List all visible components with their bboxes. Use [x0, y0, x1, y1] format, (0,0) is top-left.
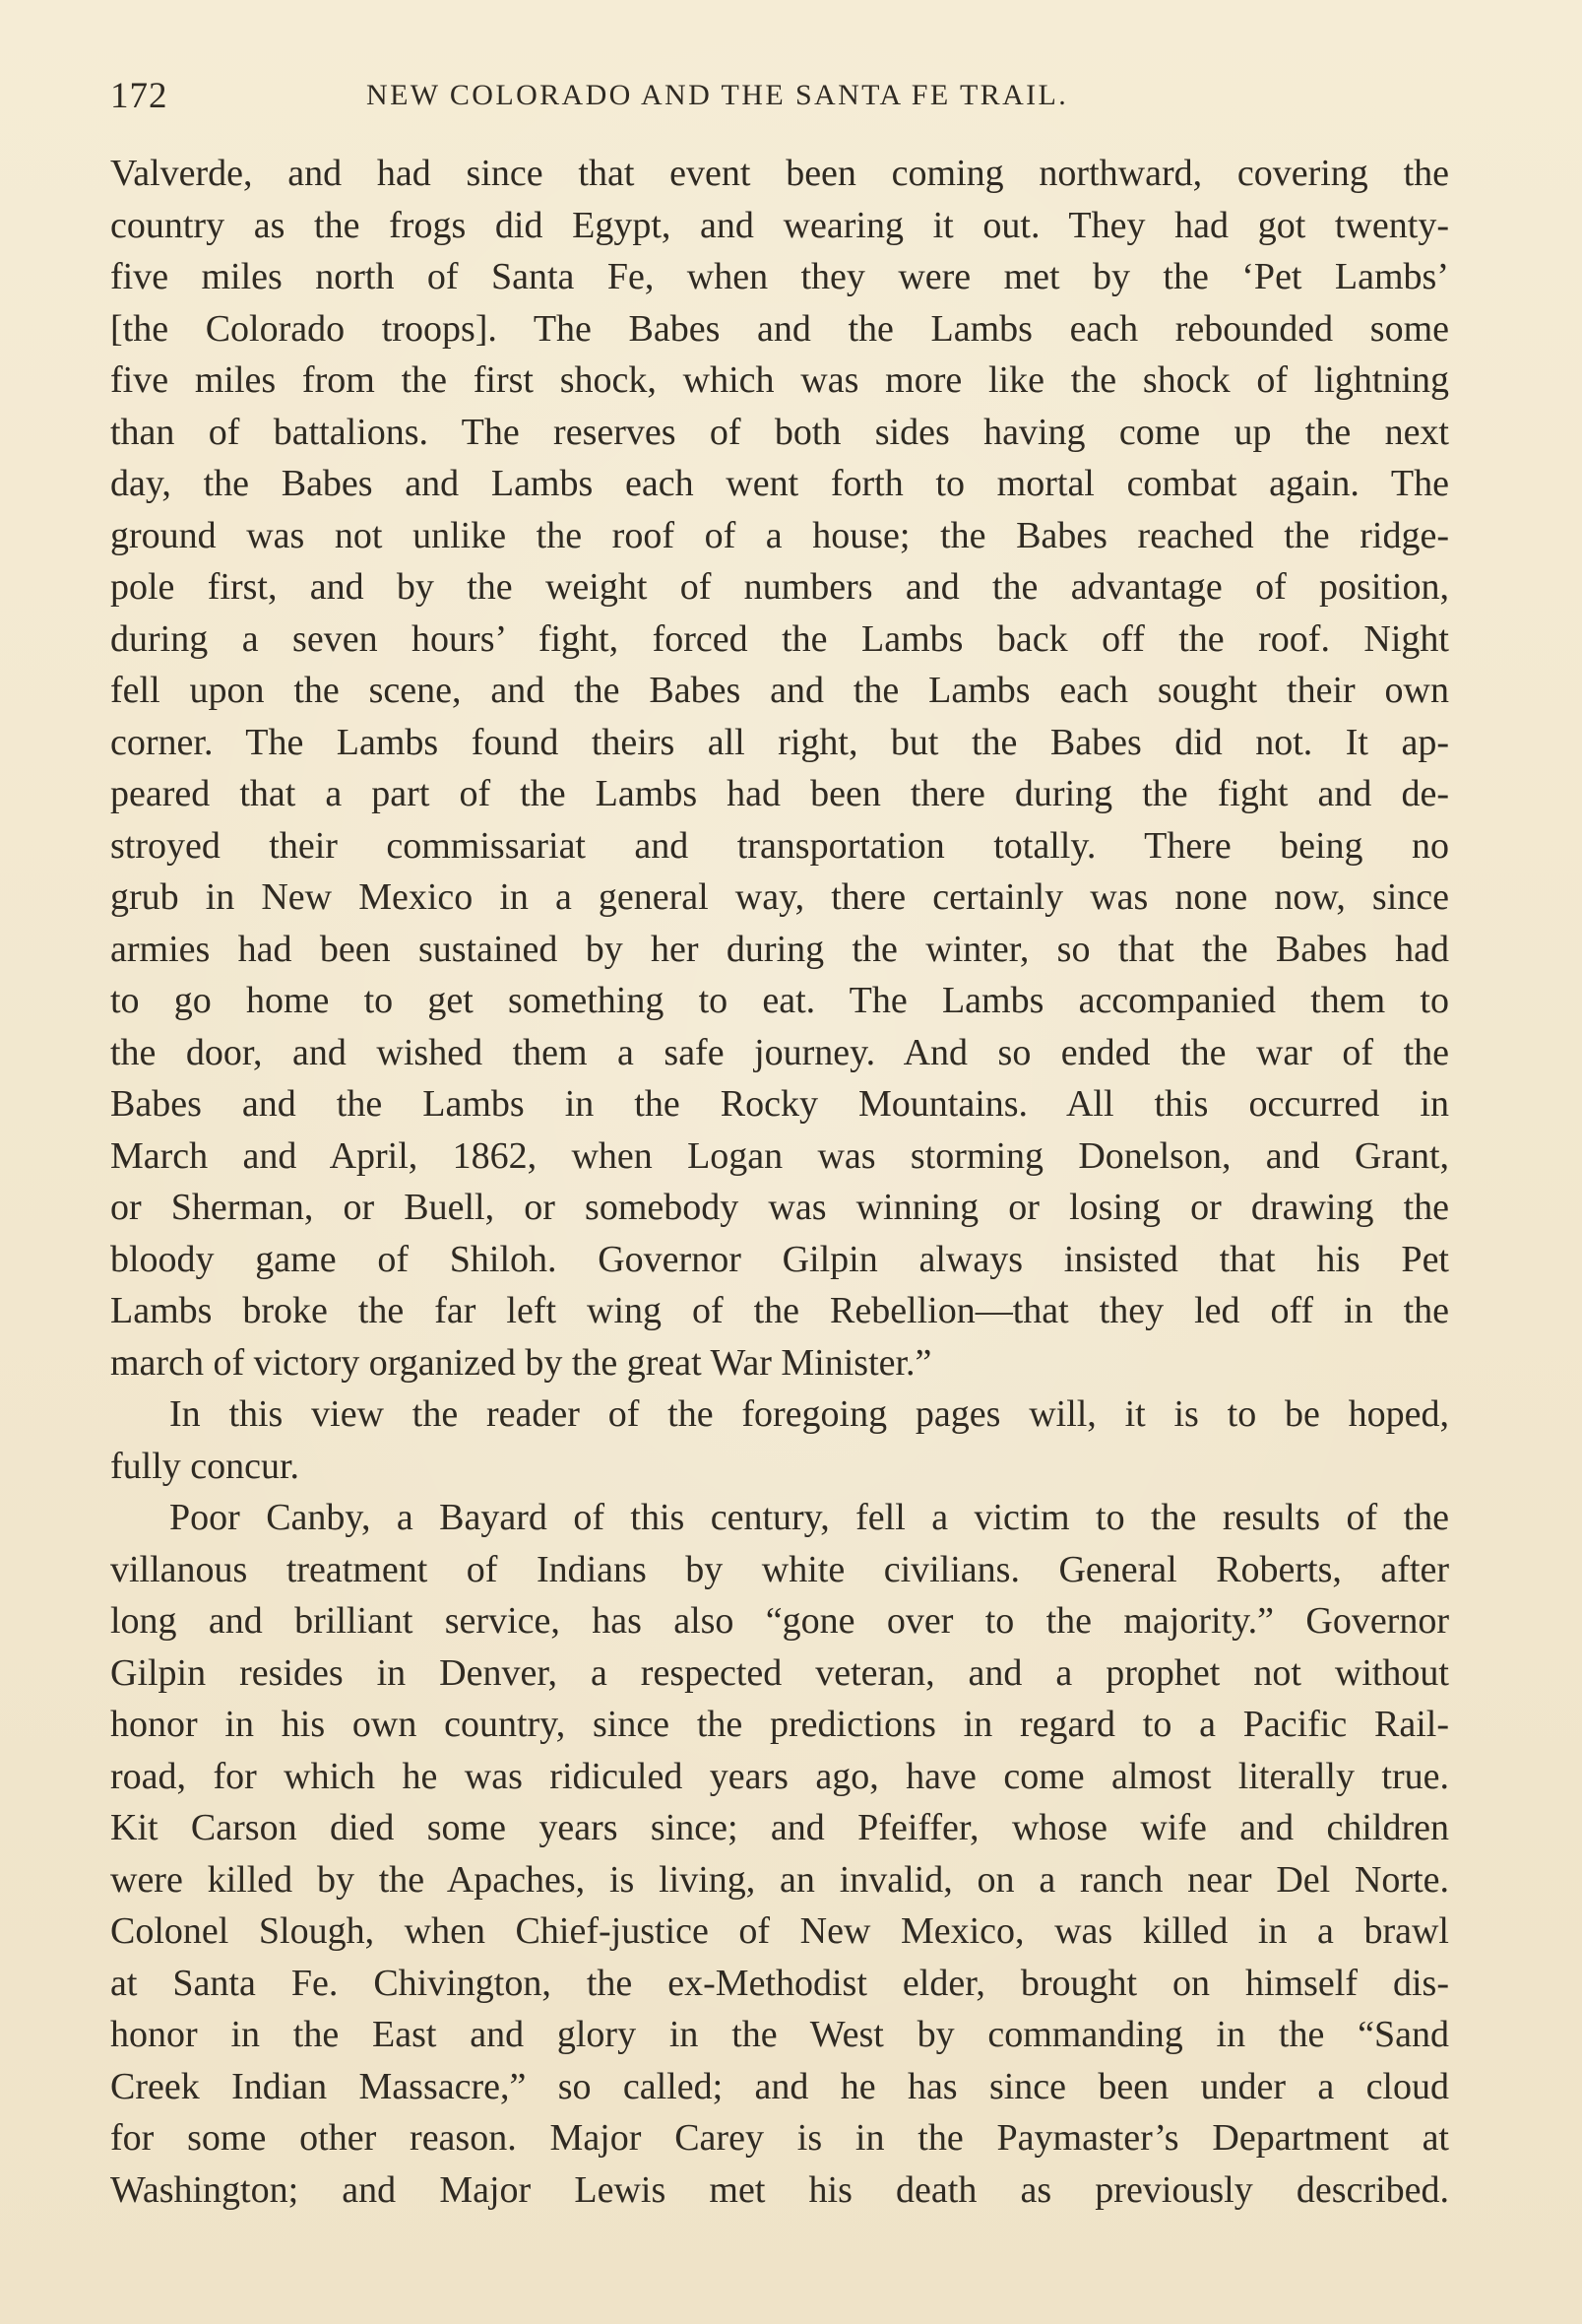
text-line: to go home to get something to eat. The Lambs accompanied them to — [110, 980, 1449, 1021]
text-line: fully concur. — [110, 1445, 300, 1487]
text-line: during a seven hours’ fight, forced the Lambs back off the roof. Night — [110, 617, 1449, 660]
text-line: honor in his own country, since the predictions in regard to a Pacific Rail- — [110, 1704, 1449, 1745]
text-line: peared that a part of the Lambs had been there during the fight and de- — [110, 773, 1449, 814]
text-line: five miles north of Santa Fe, when they were met by the ‘Pet Lambs’ — [110, 256, 1449, 297]
text-line: stroyed their commissariat and transportation totally. There being no — [110, 824, 1449, 867]
text-line: Creek Indian Massacre,” so called; and he has since been under a cloud — [110, 2065, 1449, 2107]
text-line: long and brilliant service, has also “gone over to the majority.” Governor — [110, 1600, 1449, 1642]
text-line: honor in the East and glory in the West by commanding in the “Sand — [110, 2014, 1449, 2055]
text-line: Gilpin resides in Denver, a respected veteran, and a prophet not without — [110, 1651, 1449, 1694]
text-line: march of victory organized by the great War Minister.” — [110, 1341, 932, 1384]
text-line: armies had been sustained by her during the winter, so that the Babes had — [110, 928, 1449, 970]
text-line: Babes and the Lambs in the Rocky Mountains. All this occurred in — [110, 1083, 1449, 1125]
text-line: at Santa Fe. Chivington, the ex-Methodist elder, brought on himself dis- — [110, 1962, 1449, 2004]
text-line: Poor Canby, a Bayard of this century, fell a victim to the results of the — [169, 1497, 1449, 1538]
text-line: the door, and wished them a safe journey. And so ended the war of the — [110, 1031, 1449, 1073]
text-line: road, for which he was ridiculed years ago, have come almost literally true. — [110, 1755, 1449, 1797]
text-line: Kit Carson died some years since; and Pfeiffer, whose wife and children — [110, 1807, 1449, 1848]
text-line: fell upon the scene, and the Babes and the Lambs each sought their own — [110, 670, 1449, 711]
text-line: Lambs broke the far left wing of the Rebellion—that they led off in the — [110, 1290, 1449, 1331]
text-line: pole first, and by the weight of numbers and the advantage of position, — [110, 566, 1449, 608]
text-line: March and April, 1862, when Logan was storming Donelson, and Grant, — [110, 1134, 1449, 1177]
text-line: Washington; and Major Lewis met his death as previously described. — [110, 2168, 1449, 2211]
text-line: bloody game of Shiloh. Governor Gilpin always insisted that his Pet — [110, 1238, 1449, 1280]
text-line: Valverde, and had since that event been coming northward, covering the — [110, 153, 1449, 194]
text-line: or Sherman, or Buell, or somebody was winning or losing or drawing the — [110, 1187, 1449, 1228]
text-line: five miles from the first shock, which was more like the shock of lightning — [110, 359, 1449, 401]
text-line: [the Colorado troops]. The Babes and the Lambs each rebounded some — [110, 307, 1449, 350]
text-line: In this view the reader of the foregoing pages will, it is to be hoped, — [169, 1393, 1449, 1435]
text-line: villanous treatment of Indians by white civilians. General Roberts, after — [110, 1548, 1449, 1590]
text-line: were killed by the Apaches, is living, an invalid, on a ranch near Del Norte. — [110, 1858, 1449, 1901]
text-line: ground was not unlike the roof of a house; the Babes reached the ridge- — [110, 514, 1449, 556]
page-number: 172 — [110, 76, 168, 116]
text-line: than of battalions. The reserves of both sides having come up the next — [110, 411, 1449, 453]
running-title: NEW COLORADO AND THE SANTA FE TRAIL. — [366, 79, 1069, 111]
text-line: day, the Babes and Lambs each went forth to mortal combat again. The — [110, 463, 1449, 504]
page-header — [110, 75, 1449, 130]
body-text — [110, 148, 1449, 2216]
text-line: Colonel Slough, when Chief-justice of New Mexico, was killed in a brawl — [110, 1910, 1449, 1952]
text-line: country as the frogs did Egypt, and wearing it out. They had got twenty- — [110, 204, 1449, 246]
text-line: grub in New Mexico in a general way, there certainly was none now, since — [110, 876, 1449, 918]
text-line: for some other reason. Major Carey is in the Paymaster’s Department at — [110, 2117, 1449, 2159]
text-line: corner. The Lambs found theirs all right, but the Babes did not. It ap- — [110, 721, 1449, 763]
